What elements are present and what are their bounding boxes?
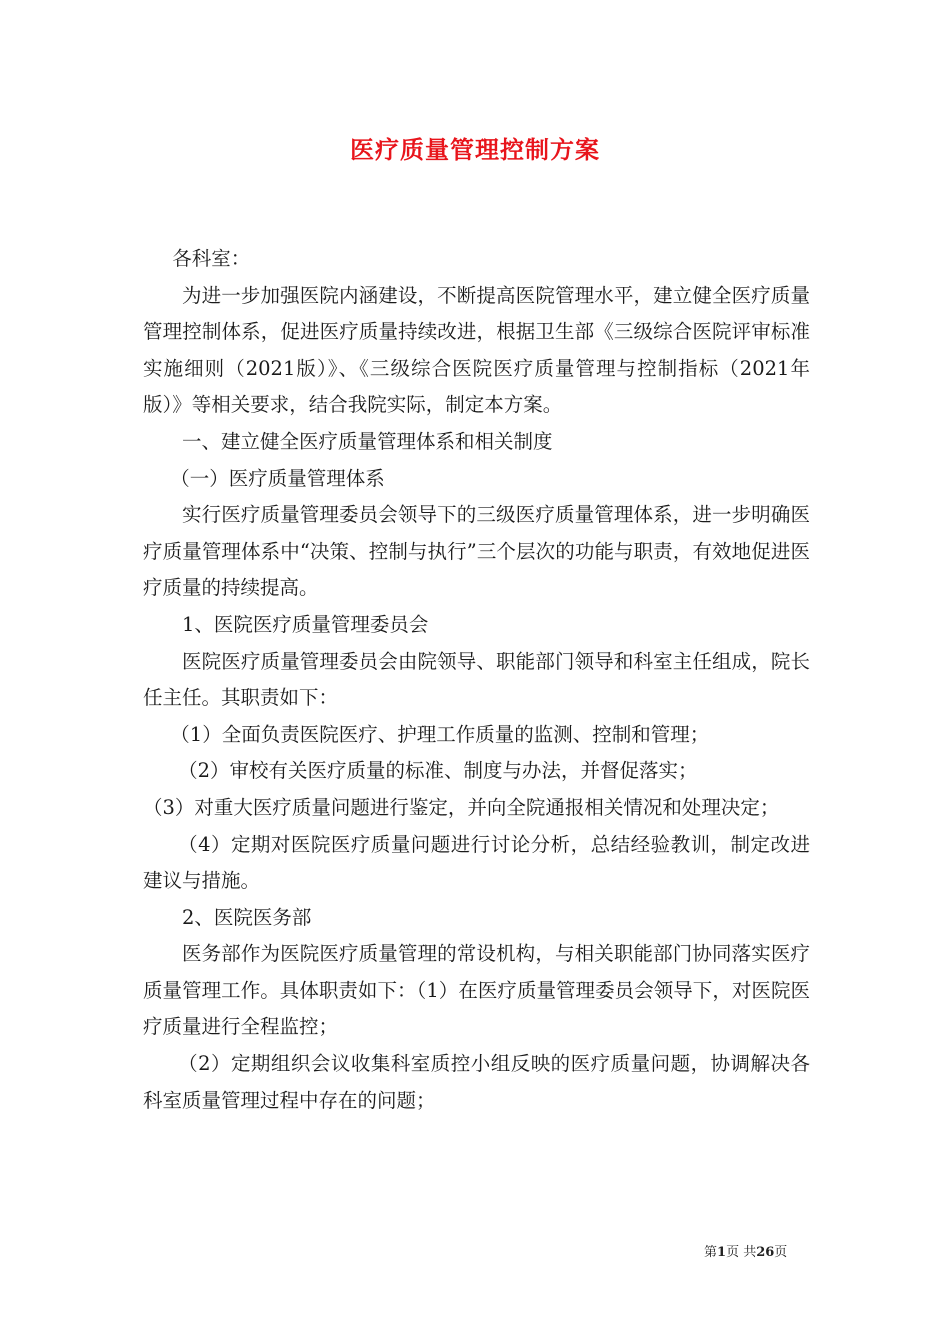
heading-subsection-1: （一）医疗质量管理体系	[170, 466, 385, 490]
document-title: 医疗质量管理控制方案	[350, 135, 600, 164]
salutation: 各科室：	[172, 247, 251, 270]
list-item-dept-duty-2: （2）定期组织会议收集科室质控小组反映的医疗质量问题，协调解决各科室质量管理过程中存在的问题；	[143, 1052, 810, 1112]
list-item-duty-4: （4）定期对医院医疗质量问题进行讨论分析，总结经验教训，制定改进建议与措施。	[143, 832, 810, 893]
page-number-current: 1	[717, 1245, 727, 1260]
page-number-total: 26	[756, 1245, 775, 1260]
list-item-duty-2: （2）审校有关医疗质量的标准、制度与办法，并督促落实；	[178, 759, 698, 783]
page-number-suffix: 页	[774, 1245, 788, 1260]
paragraph-medical-dept: 医务部作为医院医疗质量管理的常设机构，与相关职能部门协同落实医疗质量管理工作。具体职责如下：（1）在医疗质量管理委员会领导下，对医院医疗质量进行全程监控；	[143, 942, 810, 1039]
page-number-prefix: 第	[704, 1245, 718, 1260]
heading-committee: 1、医院医疗质量管理委员会	[182, 612, 429, 636]
page-number-middle: 页 共	[726, 1245, 757, 1260]
heading-medical-dept: 2、医院医务部	[182, 905, 312, 929]
paragraph-intro: 为进一步加强医院内涵建设，不断提高医院管理水平，建立健全医疗质量管理控制体系，促进医疗质量持续改进，根据卫生部《三级综合医院评审标准实施细则（2021版）》、《三级综合医院医疗质量管理与控制指标（2021年版）》等相关要求，结合我院实际，制定本方案。	[143, 283, 810, 417]
list-item-duty-1: （1）全面负责医院医疗、护理工作质量的监测、控制和管理；	[170, 722, 710, 746]
list-item-duty-3: （3）对重大医疗质量问题进行鉴定，并向全院通报相关情况和处理决定；	[143, 795, 780, 819]
paragraph-committee: 医院医疗质量管理委员会由院领导、职能部门领导和科室主任组成，院长任主任。其职责如下：	[143, 649, 810, 710]
heading-section-1: 一、建立健全医疗质量管理体系和相关制度	[182, 429, 553, 453]
paragraph-system: 实行医疗质量管理委员会领导下的三级医疗质量管理体系，进一步明确医疗质量管理体系中“决策、控制与执行”三个层次的功能与职责，有效地促进医疗质量的持续提高。	[143, 503, 810, 600]
page-number	[704, 1244, 787, 1262]
document-body	[143, 241, 810, 1119]
